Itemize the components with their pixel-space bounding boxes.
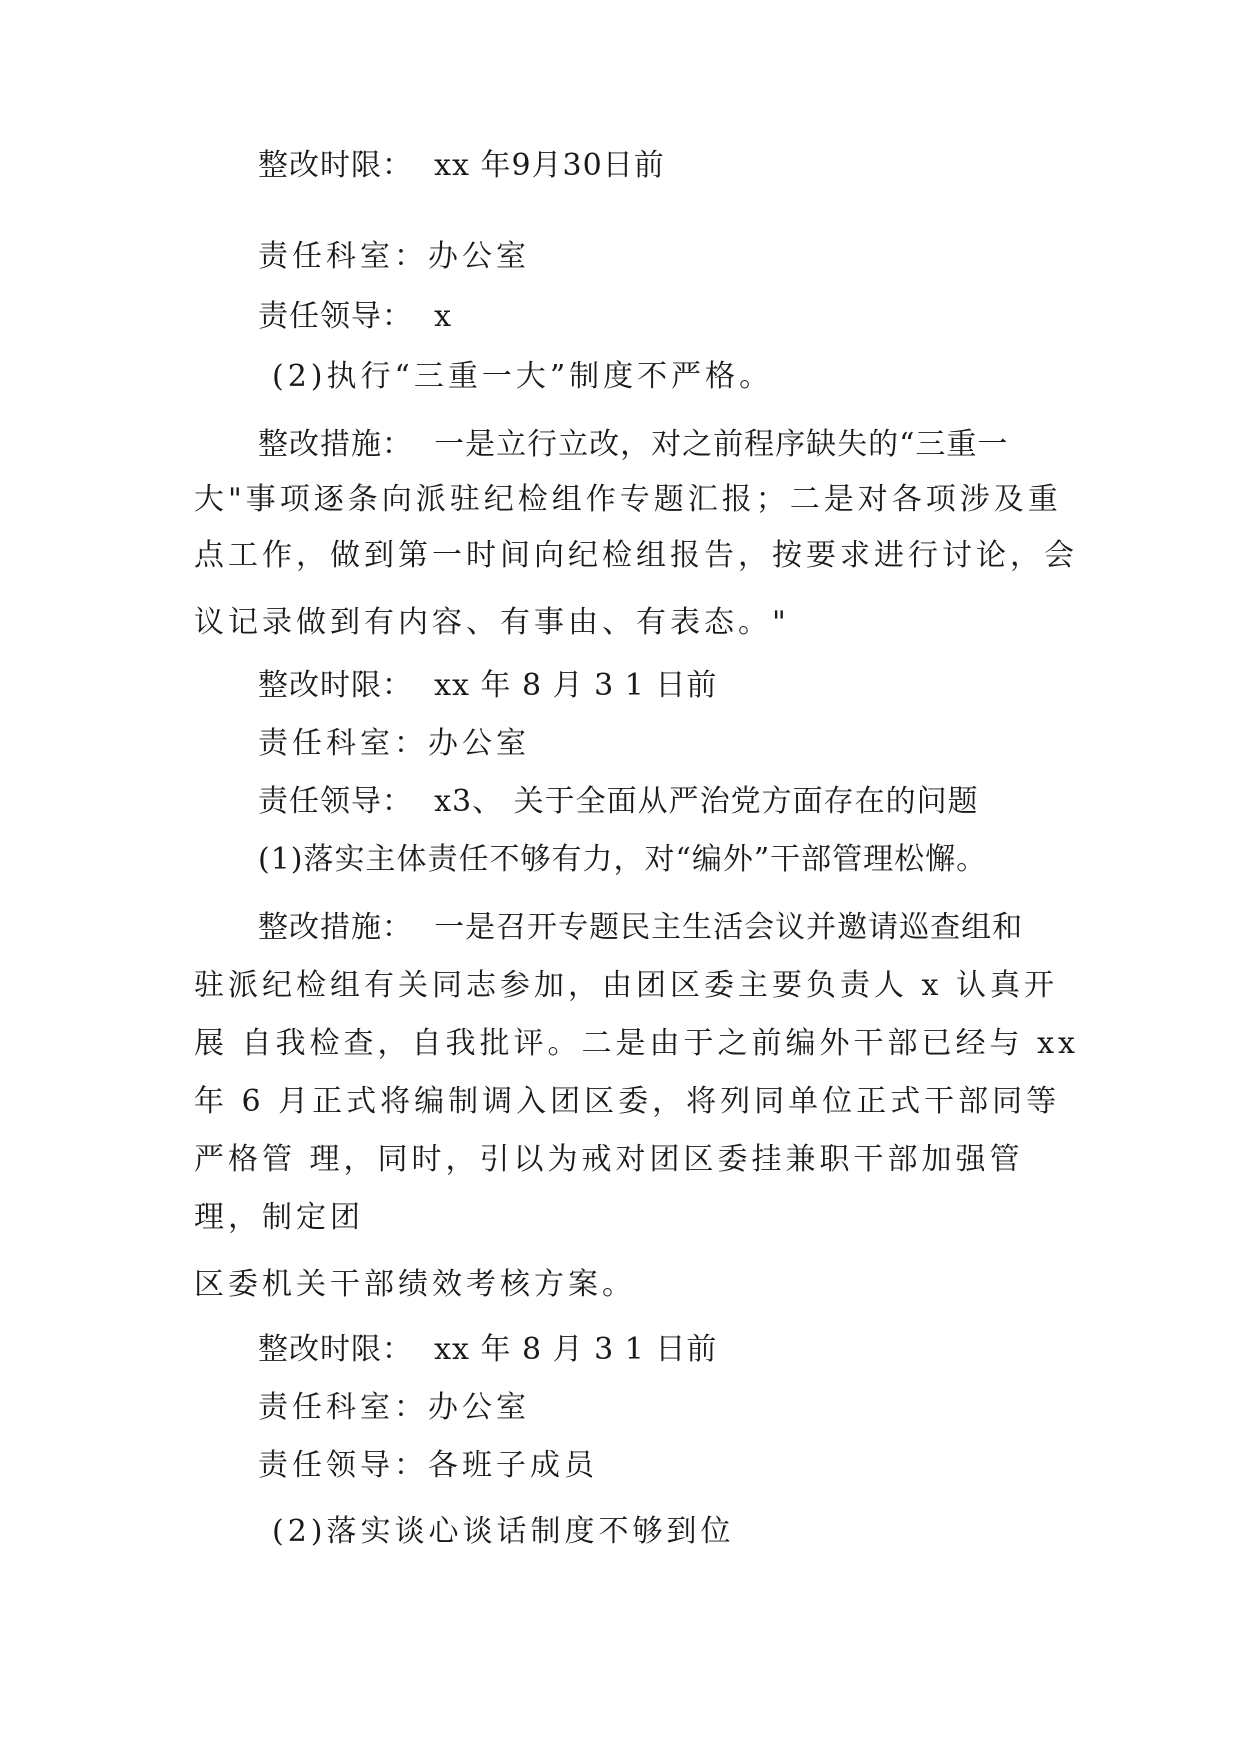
issue-heading-2: (2)执行“三重一大”制度不严格。 — [272, 359, 774, 394]
leader-line-2: 责任领导： x3、 关于全面从严治党方面存在的问题 — [258, 784, 979, 819]
leader-line-1: 责任领导： x — [258, 299, 452, 334]
measures2-line-5: 严格管 理，同时，引以为戒对团区委挂兼职干部加强管 — [194, 1142, 1024, 1177]
measures-line-1: 整改措施： 一是立行立改，对之前程序缺失的“三重一 — [258, 427, 1009, 462]
measures-line-4: 议记录做到有内容、有事由、有表态。" — [194, 605, 790, 640]
measures2-line-1: 整改措施： 一是召开专题民主生活会议并邀请巡查组和 — [258, 910, 1024, 945]
department-line-1: 责任科室：办公室 — [258, 239, 530, 274]
deadline-line-2: 整改时限： xx 年 8 月 3 1 日前 — [258, 668, 718, 703]
leader-line-3: 责任领导：各班子成员 — [258, 1448, 598, 1483]
measures2-line-4: 年 6 月正式将编制调入团区委，将列同单位正式干部同等 — [194, 1084, 1061, 1119]
measures-line-2: 大"事项逐条向派驻纪检组作专题汇报；二是对各项涉及重 — [194, 482, 1062, 517]
measures2-line-2: 驻派纪检组有关同志参加，由团区委主要负责人 x 认真开 — [194, 968, 1058, 1003]
department-line-3: 责任科室：办公室 — [258, 1390, 530, 1425]
issue-heading-1: (1)落实主体责任不够有力，对“编外”干部管理松懈。 — [258, 842, 988, 877]
measures-line-3: 点工作，做到第一时间向纪检组报告，按要求进行讨论，会 — [194, 538, 1078, 573]
issue-heading-3: (2)落实谈心谈话制度不够到位 — [272, 1514, 735, 1549]
deadline-line-3: 整改时限： xx 年 8 月 3 1 日前 — [258, 1332, 718, 1367]
measures2-line-7: 区委机关干部绩效考核方案。 — [194, 1267, 636, 1302]
measures2-line-6: 理，制定团 — [194, 1200, 364, 1235]
measures2-line-3: 展 自我检查，自我批评。二是由于之前编外干部已经与 xx — [194, 1026, 1079, 1061]
deadline-line-1: 整改时限： xx 年9月30日前 — [258, 148, 665, 183]
department-line-2: 责任科室：办公室 — [258, 726, 530, 761]
